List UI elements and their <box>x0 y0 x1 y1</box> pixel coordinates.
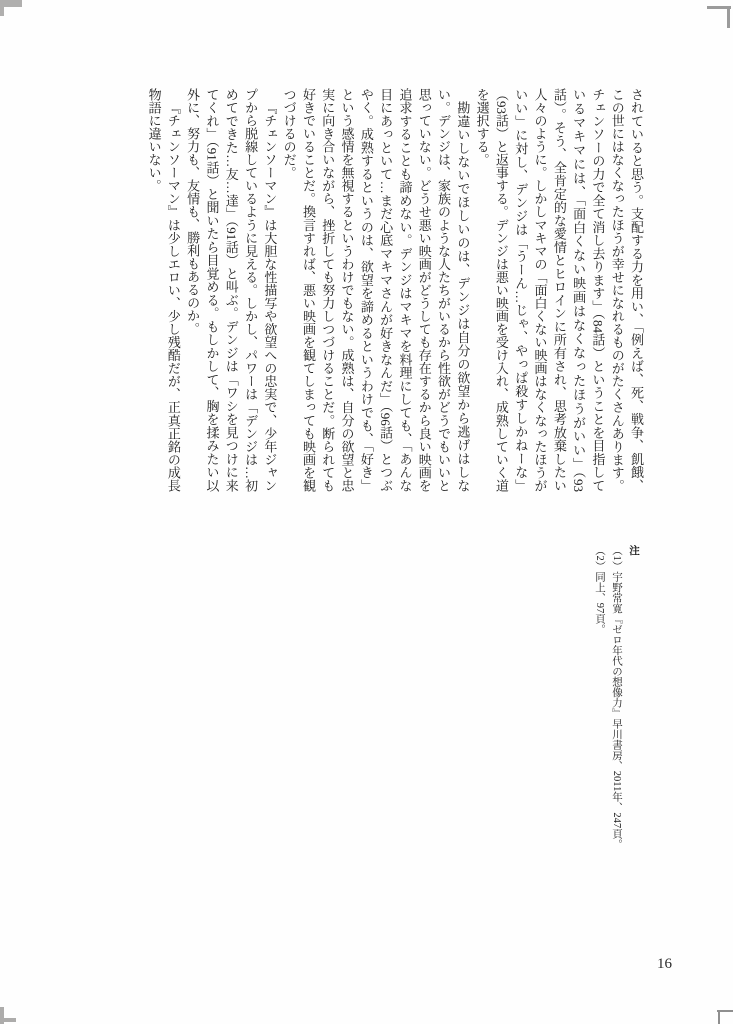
scan-corner-top-left-vertical <box>0 0 4 16</box>
notes-section <box>591 545 642 875</box>
paragraph: 『チェンソーマン』は大胆な性描写や欲望への忠実で、少年ジャンプから脱線しているように見える。しかし、パワーは「デンジは…初めてできた…友…達」（91話）と叫ぶ。デンジは「ワシを見つけに来てくれ」（91話）と聞いたら目覚める。もしかして、胸を揉みたい以外に、努力も、友情も、勝利もあるのか。 <box>185 88 278 492</box>
scan-corner-top-right-vertical <box>727 6 730 28</box>
scan-corner-bottom-right-vertical <box>718 1010 720 1024</box>
scan-corner-bottom-left-vertical <box>0 1007 4 1024</box>
paragraph: 『チェンソーマン』は少しエロい、少し残酷だが、正真正銘の成長物語に違いない。 <box>146 88 181 492</box>
notes-header: 注 <box>628 545 639 556</box>
main-text <box>144 88 646 492</box>
note-item: （2）同上、97頁。 <box>594 545 605 635</box>
paragraph: されていると思う。支配する力を用い、「例えば、死、戦争、飢餓、この世にはなくなったほうが幸せになれるものがたくさんあります。チェンソーの力で全て消し去ります」（84話）ということを目指しているマキマには、「面白くない映画はなくなったほうがいい」（93話）。そう、全肯定的な愛情とヒロインに所有され、思考放棄したい人々のように。しかしマキマの「面白くない映画はなくなったほうがいい」に対し、デンジは「うーん…じゃ、やっぱ殺すしかねーな」（93話）と返事する。デンジは悪い映画を受け入れ、成熟していく道を選択する。 <box>474 88 644 492</box>
note-item: （1）宇野常寛『ゼロ年代の想像力』早川書房、2011年、247頁。 <box>611 545 622 850</box>
paragraph: 勘違いしないでほしいのは、デンジは自分の欲望から逃げはしない。デンジは、家族のような人たちがいるから性欲がどうでもいいと思っていない。どうせ悪い映画がどうしても存在するから良い映画を追求することも諦めない。デンジはマキマを料理にしても、「あんな目にあっといて…まだ心底マキマさんが好きなんだ」（96話）とつぶやく。成熟するというのは、欲望を諦めるというわけでも、「好き」という感情を無視するというわけでもない。成熟は、自分の欲望と忠実に向き合いながら、挫折しても努力しつづけることだ。断られても好きでいることだ。換言すれば、悪い映画を観てしまっても映画を観つづけるのだ。 <box>281 88 471 492</box>
page-number: 16 <box>657 956 672 972</box>
